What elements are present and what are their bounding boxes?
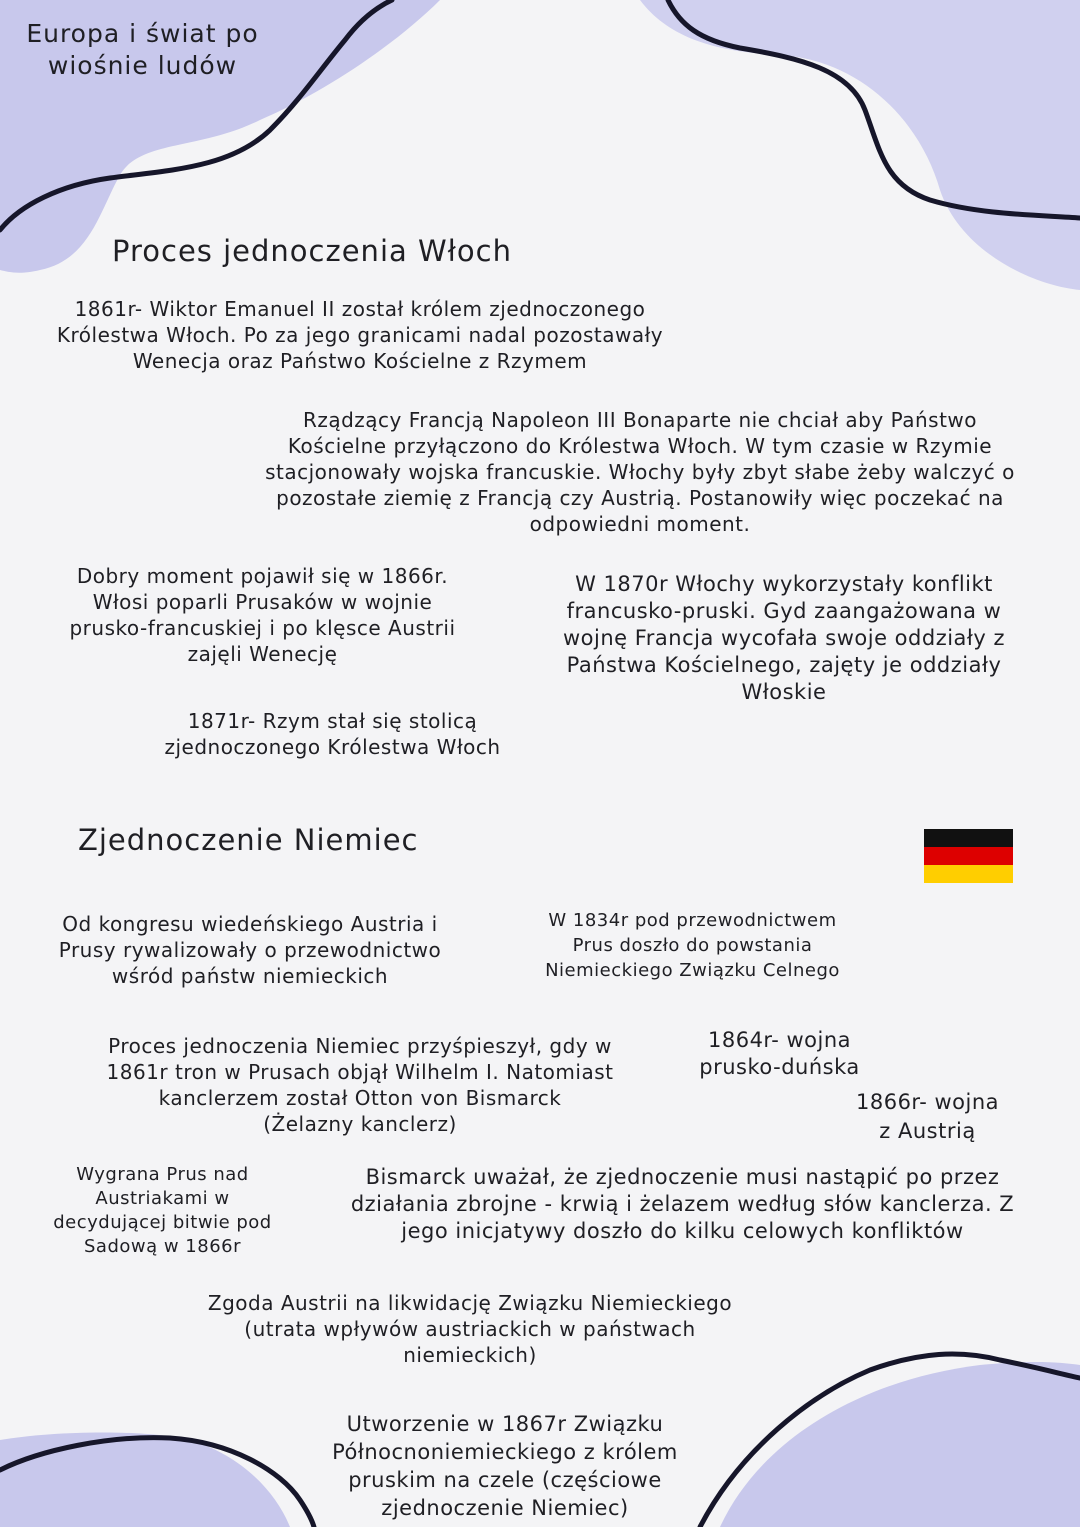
text-line: wśród państw niemieckich (111, 964, 389, 988)
bottom-right-blob (720, 1362, 1080, 1527)
germany-block-1867 (295, 1410, 715, 1522)
germany-block-1866-war (830, 1088, 1025, 1146)
text-line: 1871r- Rzym stał się stolicą (187, 709, 478, 733)
text-line: zjednoczenie Niemiec) (381, 1496, 629, 1520)
text-line: działania zbrojne - krwią i żelazem według słów kanclerza. Z (350, 1192, 1015, 1216)
germany-block-congress (15, 911, 485, 989)
text-line: Proces jednoczenia Niemiec przyśpieszył, gdy w (108, 1034, 612, 1058)
text-line: z Austrią (879, 1119, 976, 1143)
text-line: Niemieckiego Związku Celnego (545, 960, 840, 981)
text-line: niemieckich) (403, 1343, 537, 1367)
germany-block-bismarck (55, 1033, 665, 1137)
italy-block-1866 (25, 563, 500, 667)
text-line: zajęli Wenecję (187, 642, 338, 666)
text-line: Włosi poparli Prusaków w wojnie (92, 590, 433, 614)
text-line: Bismarck uważał, że zjednoczenie musi nastąpić po przez (365, 1165, 1000, 1189)
text-line: prusko-duńska (699, 1055, 860, 1079)
text-line: 1861r tron w Prusach objął Wilhelm I. Natomiast (106, 1060, 614, 1084)
text-line: Sadową w 1866r (83, 1236, 242, 1257)
germany-block-customs (515, 908, 870, 983)
text-line: Utworzenie w 1867r Związku (346, 1412, 664, 1436)
text-line: 1861r- Wiktor Emanuel II został królem zjednoczonego (74, 297, 646, 321)
text-line: Kościelne przyłączono do Królestwa Włoch. W tym czasie w Rzymie (287, 434, 993, 458)
page-title (10, 18, 275, 82)
text-line: W 1834r pod przewodnictwem (548, 910, 837, 931)
text-line: W 1870r Włochy wykorzystały konflikt (575, 572, 993, 596)
top-right-blob (640, 0, 1080, 290)
text-line: zjednoczonego Królestwa Włoch (164, 735, 501, 759)
text-line: Dobry moment pojawił się w 1866r. (76, 564, 449, 588)
page-title-line: wiośnie ludów (47, 51, 238, 80)
text-line: (utrata wpływów austriackich w państwach (244, 1317, 696, 1341)
text-line: Rządzący Francją Napoleon III Bonaparte nie chciał aby Państwo (302, 408, 978, 432)
text-line: wojnę Francja wycofała swoje oddziały z (562, 626, 1006, 650)
german-flag-icon (924, 829, 1013, 883)
text-line: Zgoda Austrii na likwidację Związku Niemieckiego (207, 1291, 733, 1315)
germany-block-1864 (672, 1027, 887, 1081)
text-line: Państwa Kościelnego, zajęty je oddziały (566, 653, 1002, 677)
germany-heading: Zjednoczenie Niemiec (78, 823, 419, 857)
text-line: decydującej bitwie pod (53, 1212, 272, 1233)
text-line: Prusy rywalizowały o przewodnictwo (58, 938, 442, 962)
germany-block-blood-iron (295, 1164, 1070, 1245)
italy-block-1871 (135, 708, 530, 760)
text-line: pozostałe ziemię z Francją czy Austrią. Postanowiły więc poczekać na (276, 486, 1004, 510)
text-line: Prus doszło do powstania (572, 935, 813, 956)
text-line: Wenecja oraz Państwo Kościelne z Rzymem (132, 349, 588, 373)
text-line: Austriakami w (95, 1188, 230, 1209)
text-line: kanclerzem został Otton von Bismarck (158, 1086, 562, 1110)
germany-block-sadowa (30, 1163, 295, 1259)
bottom-left-blob (0, 1433, 290, 1527)
italy-heading: Proces jednoczenia Włoch (112, 234, 512, 268)
text-line: Północnoniemieckiego z królem (332, 1440, 678, 1464)
flag-stripe-gold (924, 865, 1013, 883)
text-line: Królestwa Włoch. Po za jego granicami nadal pozostawały (56, 323, 664, 347)
text-line: francusko-pruski. Gyd zaangażowana w (566, 599, 1002, 623)
text-line: prusko-francuskiej i po klęsce Austrii (69, 616, 456, 640)
text-line: 1866r- wojna (855, 1090, 1000, 1114)
flag-stripe-black (924, 829, 1013, 847)
text-line: odpowiedni moment. (529, 512, 751, 536)
text-line: stacjonowały wojska francuskie. Włochy były zbyt słabe żeby walczyć o (265, 460, 1015, 484)
italy-block-1861 (0, 296, 720, 374)
text-line: pruskim na czele (częściowe (348, 1468, 662, 1492)
text-line: Od kongresu wiedeńskiego Austria i (62, 912, 438, 936)
text-line: Włoskie (741, 680, 827, 704)
text-line: Wygrana Prus nad (76, 1164, 249, 1185)
text-line: jego inicjatywy doszło do kilku celowych konfliktów (401, 1219, 964, 1243)
flag-stripe-red (924, 847, 1013, 865)
text-line: (Żelazny kanclerz) (263, 1112, 457, 1136)
italy-block-1870 (518, 571, 1050, 706)
germany-block-austria-consent (170, 1290, 770, 1368)
page-title-line: Europa i świat po (26, 19, 259, 48)
text-line: 1864r- wojna (707, 1028, 852, 1052)
italy-block-napoleon (205, 407, 1075, 537)
